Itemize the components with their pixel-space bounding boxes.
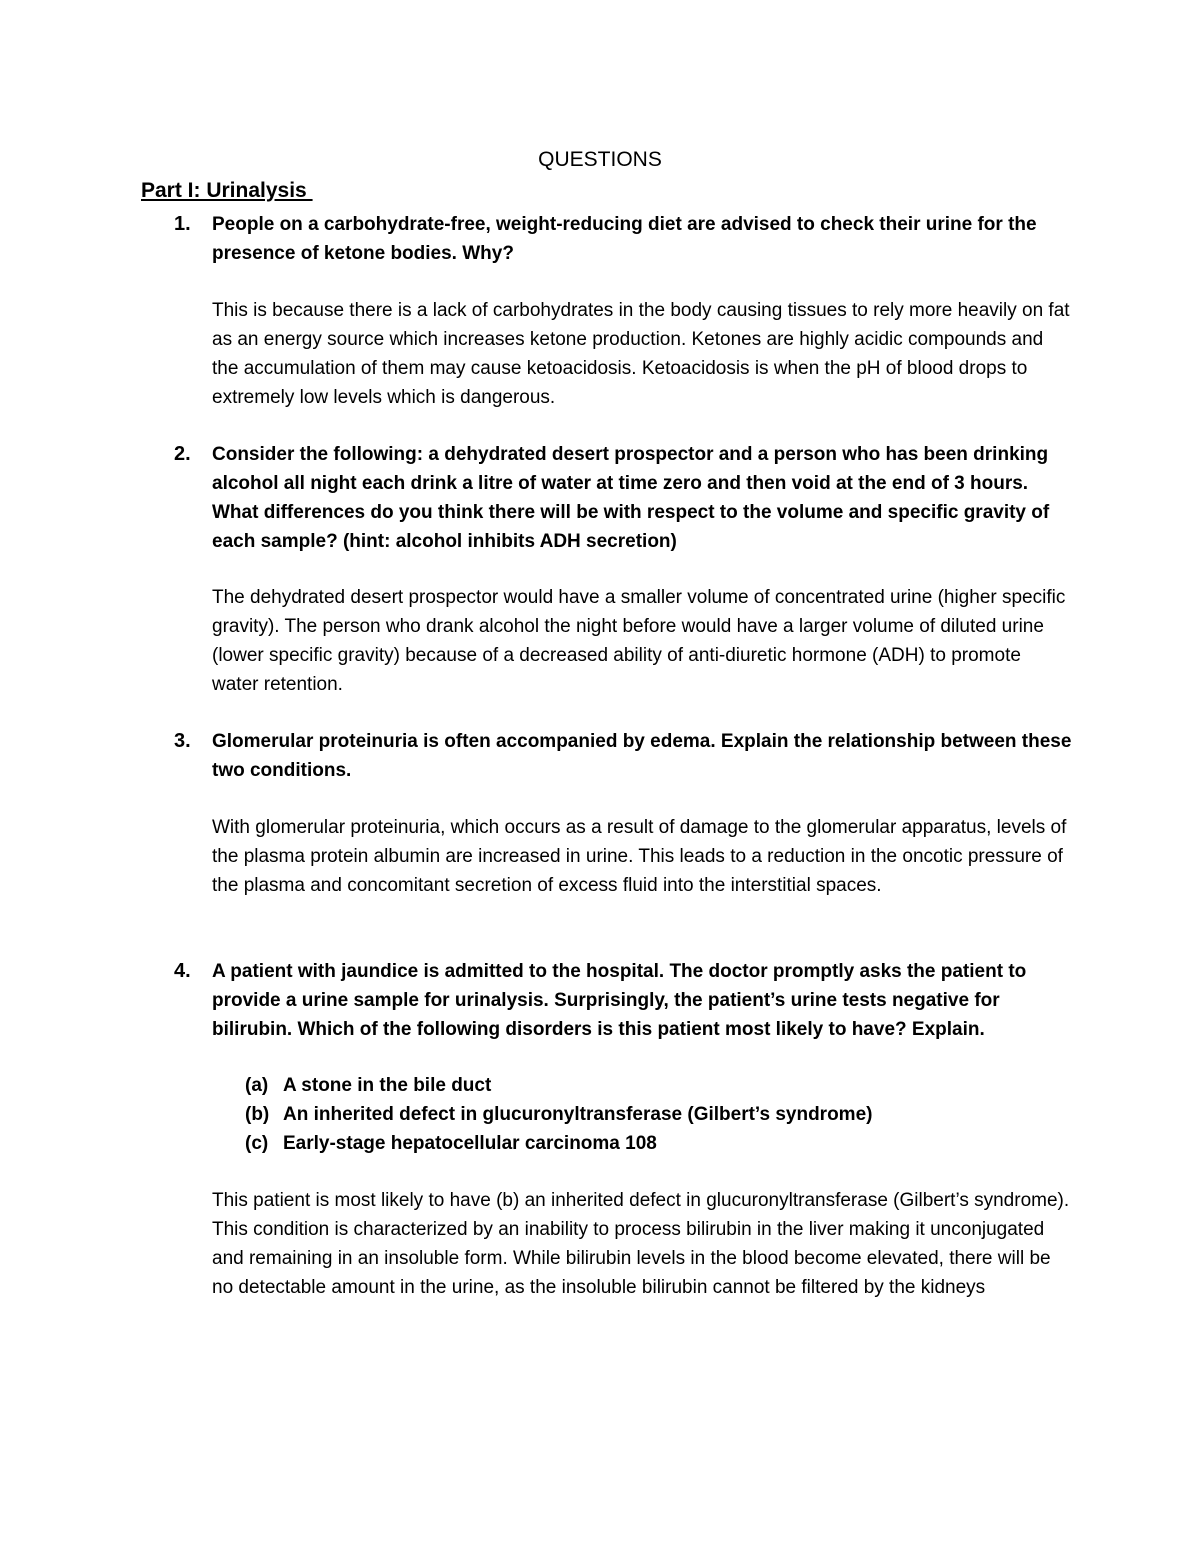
question-text: People on a carbohydrate-free, weight-reducing diet are advised to check their urine for the presence of ketone bodies. Why? (212, 214, 1037, 264)
answer-1: This is because there is a lack of carbohydrates in the body causing tissues to rely more heavily on fat as an energy source which increases ketone production. Ketones are highly acidic compounds and the accumulation of them may cause ketoacidosis. Ketoacidosis is when the pH of blood drops to extremely low levels which is dangerous. (212, 300, 1070, 408)
question-text: A patient with jaundice is admitted to the hospital. The doctor promptly asks the patient to provide a urine sample for urinalysis. Surprisingly, the patient’s urine tests negative for bilirubin. Which of the following disorders is this patient most likely to have? Explain. (212, 961, 1027, 1040)
option-b (245, 1100, 1045, 1129)
answer-3: With glomerular proteinuria, which occurs as a result of damage to the glomerular apparatus, levels of the plasma protein albumin are increased in urine. This leads to a reduction in the oncotic pressure of the plasma and concomitant secretion of excess fluid into the interstitial spaces. (212, 817, 1067, 896)
answer-2: The dehydrated desert prospector would have a smaller volume of concentrated urine (higher specific gravity). The person who drank alcohol the night before would have a larger volume of diluted urine (lower specific gravity) because of a decreased ability of anti-diuretic hormone (ADH) to promote water retention. (212, 587, 1066, 695)
answer-options (245, 1071, 1045, 1158)
option-text: Early-stage hepatocellular carcinoma 108 (283, 1133, 657, 1154)
question-number: 1. (174, 213, 191, 235)
question-text: Glomerular proteinuria is often accompanied by edema. Explain the relationship between these two conditions. (212, 731, 1072, 781)
page-title: QUESTIONS (538, 148, 662, 171)
part-heading: Part I: Urinalysis (141, 179, 313, 202)
answer-4: This patient is most likely to have (b) an inherited defect in glucuronyltransferase (Gilbert’s syndrome). This condition is characterized by an inability to process bilirubin in the liver making it unconjugated and remaining in an insoluble form. While bilirubin levels in the blood become elevated, there will be no detectable amount in the urine, as the insoluble bilirubin cannot be filtered by the kidneys (212, 1190, 1070, 1298)
question-text: Consider the following: a dehydrated desert prospector and a person who has been drinking alcohol all night each drink a litre of water at time zero and then void at the end of 3 hours. What differences do you think there will be with respect to the volume and specific gravity of each sample? (hint: alcohol inhibits ADH secretion) (212, 444, 1050, 552)
question-number: 4. (174, 960, 191, 982)
option-letter: (b) (245, 1104, 270, 1125)
option-text: A stone in the bile duct (283, 1075, 492, 1096)
option-text: An inherited defect in glucuronyltransferase (Gilbert’s syndrome) (283, 1104, 873, 1125)
question-number: 2. (174, 443, 191, 465)
option-a (245, 1071, 1045, 1100)
option-letter: (c) (245, 1133, 269, 1154)
question-number: 3. (174, 730, 191, 752)
option-letter: (a) (245, 1075, 269, 1096)
option-c (245, 1129, 1045, 1158)
